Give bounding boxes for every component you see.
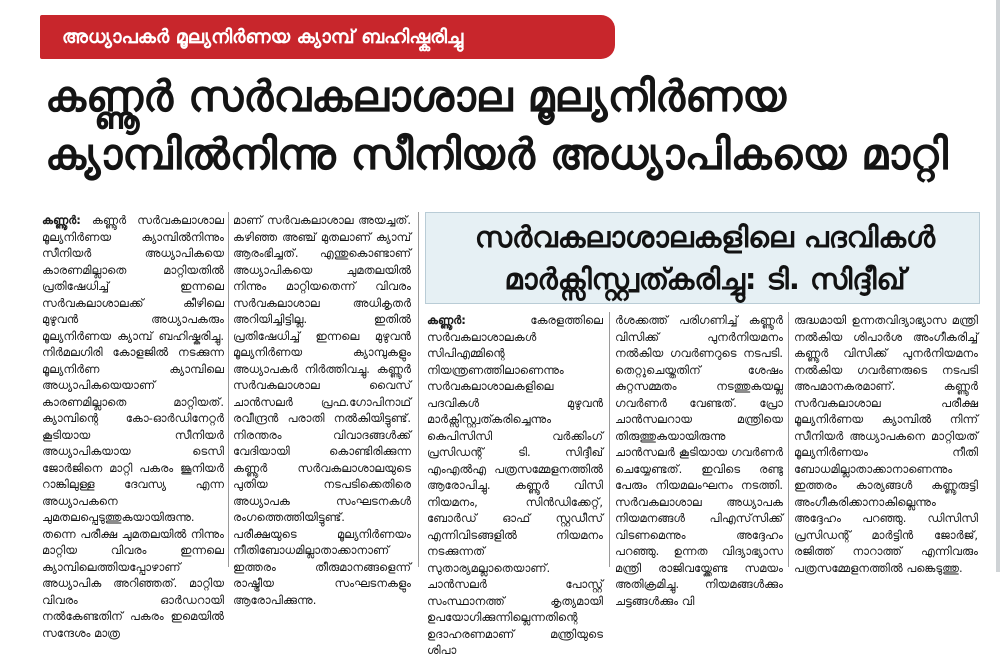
main-story-column-1 — [42, 212, 224, 640]
side-story-headline-line-2: മാർക്സിസ്റ്റ്വത്കരിച്ചു: ടി. സിദ്ദീഖ് — [504, 262, 906, 296]
side-story-column-1-text: കേരളത്തിലെ സർവകലാശാലകൾ സിപിഎമ്മിന്റെ നിയന്ത്രണത്തിലാണെന്നും സർവകലാശാലകളിലെ പദവികൾ മുഴുവൻ മാർക്സിസ്റ്റ്വത്കരിച്ചെന്നും കെപിസിസി വർക്കിംഗ് പ്രസിഡന്റ് ടി. സിദ്ദീഖ് എംഎൽഎ പത്രസമ്മേളനത്തിൽ ആരോപിച്ചു. കണ്ണൂർ വിസി നിയമനം, സിൻഡിക്കേറ്റ്, ബോർഡ് ഓഫ് സ്റ്റഡീസ് എന്നിവിടങ്ങളിൽ നിയമനം നടക്കുന്നത് സുതാര്യമല്ലാതെയാണ്. ചാൻസലർ പോസ്റ്റ് സംസ്ഥാനത്ത് കൃത്യമായി ഉപയോഗിക്കുന്നില്ലെന്നതിന്റെ ഉദാഹരണമാണ് മന്ത്രിയുടെ ശിപാ — [427, 313, 603, 657]
side-story-headline — [445, 216, 965, 300]
side-story-column-2-text: ർശക്കത്ത് പരിഗണിച്ച് കണ്ണൂർ വിസിക്ക് പുനർനിയമനം നൽകിയ ഗവർണറുടെ നടപടി. തെറ്റുചെയ്തതിന് ശേഷം കുറ്റസമ്മതം നടത്തുകയല്ല ഗവർണർ വേണ്ടത്. പ്രോ ചാൻസലറായ മന്ത്രിയെ തിരുത്തുകയായിരുന്നു ചാൻസലർ കൂടിയായ ഗവർണർ ചെയ്യേണ്ടത്. ഇവിടെ രണ്ടു പേരും നിയമലംഘനം നടത്തി. സർവകലാശാല അധ്യാപക നിയമനങ്ങൾ പിഎസ്‌സിക്ക് വിടണമെന്നും അദ്ദേഹം പറഞ്ഞു. ഉന്നത വിദ്യാഭ്യാസ മന്ത്രി രാജിവയ്ക്കേണ്ട സമയം അതിക്രമിച്ചു. നിയമങ്ങൾക്കും ചട്ടങ്ങൾക്കും വി — [615, 313, 783, 608]
side-story-column-2 — [615, 312, 783, 608]
side-story-dateline: കണ്ണൂർ: — [427, 313, 466, 327]
column-divider — [609, 312, 610, 567]
page-edge — [996, 0, 1000, 572]
main-headline-line-1: കണ്ണൂർ സർവകലാശാല മൂല്യനിർണയ — [45, 72, 787, 122]
side-story-column-3 — [794, 312, 978, 575]
side-story-headline-line-1: സർവകലാശാലകളിലെ പദവികൾ — [474, 220, 936, 254]
main-headline-line-2: ക്യാമ്പിൽനിന്നു സീനിയർ അധ്യാപികയെ മാറ്റി — [45, 130, 948, 180]
section-kicker-banner — [40, 15, 615, 59]
side-story-column-1 — [427, 312, 603, 657]
main-headline — [45, 68, 985, 184]
main-story-dateline: കണ്ണൂർ: — [42, 213, 81, 227]
side-story-column-3-text: രുദ്ധമായി ഉന്നതവിദ്യാഭ്യാസ മന്ത്രി നൽകിയ ശിപാർശ അംഗീകരിച്ച് കണ്ണൂർ വിസിക്ക് പുനർനിയമനം നൽകിയ ഗവർണരുടെ നടപടി അപമാനകരമാണ്. കണ്ണൂർ സർവകലാശാല പരീക്ഷ മൂല്യനിർണയ ക്യാമ്പിൽ നിന്ന് സീനിയർ അധ്യാപകനെ മാറ്റിയത് മൂല്യനിർണയം നീതി ബോധമില്ലാതാക്കാനാണെന്നും ഇത്തരം കാര്യങ്ങൾ കണ്ണൂരുട്ടി അംഗീകരിക്കാനാകില്ലെന്നും അദ്ദേഹം പറഞ്ഞു. ഡിസിസി പ്രസിഡന്റ് മാർട്ടിൻ ജോർജ്, രജിത്ത് നാറാത്ത് എന്നിവരും പത്രസമ്മേളനത്തിൽ പങ്കെടുത്തു. — [794, 313, 978, 575]
main-story-column-2 — [233, 212, 411, 607]
main-story-column-1-text: കണ്ണൂർ സർവകലാശാല മൂല്യനിർണയ ക്യാമ്പിൽനിന്നും സീനിയർ അധ്യാപികയെ കാരണമില്ലാതെ മാറ്റിയതിൽ പ്രതിഷേധിച്ച് ഇന്നലെ സർവകലാശാലക്ക് കീഴിലെ മുഴുവൻ അധ്യാപകരും മൂല്യനിർണയ ക്യാമ്പ് ബഹിഷ്കരിച്ചു. നിർമലഗിരി കോളജിൽ നടക്കുന്ന മൂല്യനിർണ ക്യാമ്പിലെ അധ്യാപികയെയാണ് കാരണമില്ലാതെ മാറ്റിയത്. ക്യാമ്പിന്റെ കോ-ഓർഡിനേറ്റർ കൂടിയായ സീനിയർ അധ്യാപികയായ ടെസി ജോർജിനെ മാറ്റി പകരം ജൂനിയർ റാങ്കിലുള്ള ദേവസ്യ എന്ന അധ്യാപകനെ ചുമതലപ്പെടുത്തുകയായിരുന്നു. തന്നെ പരീക്ഷ ചുമതലയിൽ നിന്നും മാറ്റിയ വിവരം ഇന്നലെ ക്യാമ്പിലെത്തിയപ്പോഴാണ് അധ്യാപിക അറിഞ്ഞത്. മാറ്റിയ വിവരം ഓർഡറായി നൽകേണ്ടതിന് പകരം ഇമെയിൽ സന്ദേശം മാത്ര — [42, 213, 224, 640]
column-divider — [788, 312, 789, 567]
main-story-column-2-text: മാണ് സർവകലാശാല അയച്ചത്. കഴിഞ്ഞ അഞ്ച് മുതലാണ് ക്യാമ്പ് ആരംഭിച്ചത്. എന്തുകൊണ്ടാണ് അധ്യാപികയെ ചുമതലയിൽ നിന്നും മാറ്റിയതെന്ന് വിവരം സർവകലാശാല അധികൃതർ അറിയിച്ചിട്ടില്ല. ഇതിൽ പ്രതിഷേധിച്ച് ഇന്നലെ മുഴുവൻ മൂല്യനിർണയ ക്യാമ്പുകളും അധ്യാപകർ നിർത്തിവച്ചു. കണ്ണൂർ സർവകലാശാല വൈസ് ചാൻസലർ പ്രഫ.ഗോപിനാഥ് രവീന്ദ്രൻ പരാതി നൽകിയിട്ടുണ്ട്. നിരന്തരം വിവാദങ്ങൾക്ക് വേദിയായി കൊണ്ടിരിക്കുന്ന കണ്ണൂർ സർവകലാശാലയുടെ പുതിയ നടപടിക്കെതിരെ അധ്യാപക സംഘടനകൾ രംഗത്തെത്തിയിട്ടുണ്ട്. പരീക്ഷയുടെ മൂല്യനിർണയം നീതിബോധമില്ലാതാക്കാനാണ് ഇത്തരം തീരുമാനങ്ങളെന്ന് രാഷ്ട്രീയ സംഘടനകളും ആരോപിക്കുന്നു. — [233, 213, 411, 607]
column-divider — [228, 212, 229, 567]
column-divider — [418, 212, 419, 567]
kicker-text: അധ്യാപകർ മൂല്യനിർണയ ക്യാമ്പ് ബഹിഷ്കരിച്ചു — [62, 26, 464, 48]
